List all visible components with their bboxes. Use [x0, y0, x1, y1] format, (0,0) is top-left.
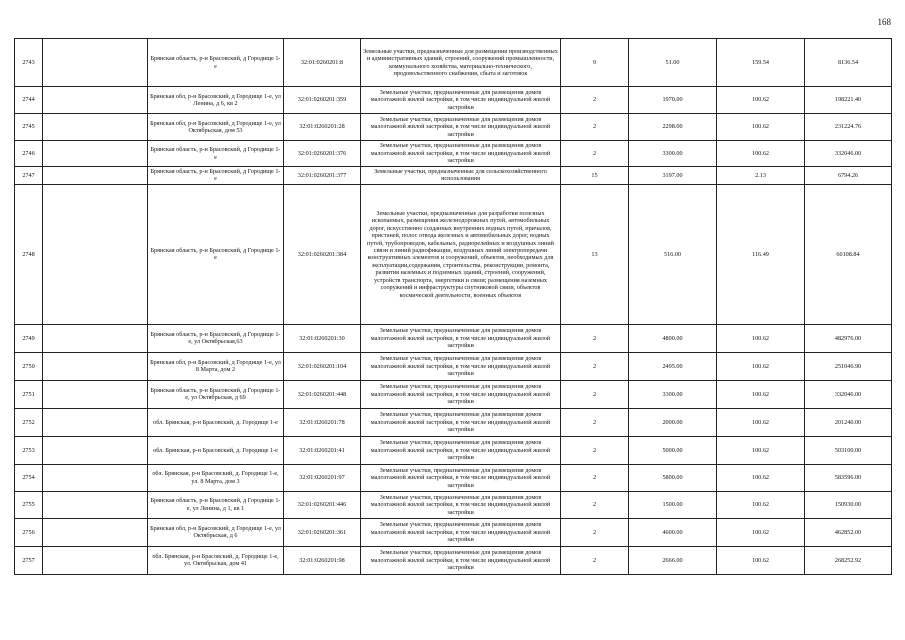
- spacer-cell: [43, 546, 148, 574]
- spacer-cell: [43, 184, 148, 324]
- group-cell: 2: [561, 141, 629, 167]
- address-cell: Брянская обл, р-н Брасовский, д Городище 1-е, ул Ленина, д 6, кв 2: [148, 87, 284, 114]
- cadastral-number-cell: 32:01:0260201:104: [284, 352, 361, 380]
- row-number: 2749: [15, 324, 43, 352]
- row-number: 2753: [15, 436, 43, 464]
- area-cell: 2666.00: [629, 546, 717, 574]
- table-row: [15, 141, 892, 167]
- land-purpose-cell: Земельные участки, предназначенные для размещения домов малоэтажной жилой застройки, в том числе индивидуальной жилой застройки: [361, 114, 561, 141]
- cadastral-number-cell: 32:01:0260201:8: [284, 39, 361, 87]
- row-number: 2754: [15, 464, 43, 491]
- cadastral-value-cell: 583596.00: [805, 464, 892, 491]
- group-cell: 15: [561, 167, 629, 185]
- cadastral-value-cell: 231224.76: [805, 114, 892, 141]
- spacer-cell: [43, 408, 148, 436]
- cadastral-number-cell: 32:01:0260201:30: [284, 324, 361, 352]
- area-cell: 5000.00: [629, 436, 717, 464]
- land-purpose-cell: Земельные участки, предназначенные для размещения домов малоэтажной жилой застройки, в том числе индивидуальной жилой застройки: [361, 380, 561, 408]
- spacer-cell: [43, 324, 148, 352]
- area-cell: 2000.00: [629, 408, 717, 436]
- cadastral-number-cell: 32:01:0260201:28: [284, 114, 361, 141]
- land-purpose-cell: Земельные участки, предназначенные для размещения домов малоэтажной жилой застройки, в том числе индивидуальной жилой застройки: [361, 491, 561, 518]
- land-purpose-cell: Земельные участки, предназначенные для размещения домов малоэтажной жилой застройки, в том числе индивидуальной жилой застройки: [361, 518, 561, 546]
- land-purpose-cell: Земельные участки, предназначенные для размещения домов малоэтажной жилой застройки, в том числе индивидуальной жилой застройки: [361, 408, 561, 436]
- group-cell: 2: [561, 491, 629, 518]
- group-cell: 2: [561, 114, 629, 141]
- cadastral-number-cell: 32:01:0260201:448: [284, 380, 361, 408]
- cadastral-number-cell: 32:01:0260201:98: [284, 546, 361, 574]
- land-purpose-cell: Земельные участки, предназначенные для размещения производственных и административных зданий, строений, сооружений промышленности, коммунального хозяйства, материально-технического, продовольственного снабжения, сбыта и заготовок: [361, 39, 561, 87]
- group-cell: 2: [561, 436, 629, 464]
- cadastral-value-cell: 251046.90: [805, 352, 892, 380]
- rate-cell: 100.62: [717, 518, 805, 546]
- table-row: [15, 491, 892, 518]
- group-cell: 13: [561, 184, 629, 324]
- land-purpose-cell: Земельные участки, предназначенные для сельскохозяйственного использования: [361, 167, 561, 185]
- rate-cell: 116.49: [717, 184, 805, 324]
- cadastral-number-cell: 32:01:0260201:446: [284, 491, 361, 518]
- address-cell: Брянская обл, р-н Брасовский, д Городище 1-е, ул 8 Марта, дом 2: [148, 352, 284, 380]
- address-cell: Брянская область, р-н Брасовский, д Городище 1-е: [148, 167, 284, 185]
- table-row: [15, 114, 892, 141]
- table-body: [15, 39, 892, 575]
- row-number: 2745: [15, 114, 43, 141]
- row-number: 2746: [15, 141, 43, 167]
- address-cell: Брянская область, р-н Брасовский, д Городище 1-е: [148, 184, 284, 324]
- group-cell: 2: [561, 464, 629, 491]
- rate-cell: 100.62: [717, 352, 805, 380]
- row-number: 2744: [15, 87, 43, 114]
- cadastral-number-cell: 32:01:0260201:376: [284, 141, 361, 167]
- group-cell: 2: [561, 87, 629, 114]
- address-cell: обл. Брянская, р-н Брасовский, д. Городище 1-е, ул. 8 Марта, дом 3: [148, 464, 284, 491]
- address-cell: Брянская область, р-н Брасовский, д Городище 1-е, ул Октябрьская,63: [148, 324, 284, 352]
- row-number: 2751: [15, 380, 43, 408]
- address-cell: обл. Брянская, р-н Брасовский, д. Городище 1-е: [148, 436, 284, 464]
- rate-cell: 100.62: [717, 141, 805, 167]
- address-cell: Брянская область, р-н Брасовский, д Городище 1-е: [148, 39, 284, 87]
- rate-cell: 100.62: [717, 464, 805, 491]
- area-cell: 1500.00: [629, 491, 717, 518]
- table-row: [15, 408, 892, 436]
- land-purpose-cell: Земельные участки, предназначенные для размещения домов малоэтажной жилой застройки, в том числе индивидуальной жилой застройки: [361, 546, 561, 574]
- table-row: [15, 324, 892, 352]
- address-cell: Брянская область, р-н Брасовский, д Городище 1-е: [148, 141, 284, 167]
- rate-cell: 100.62: [717, 491, 805, 518]
- cadastral-value-cell: 6794.26: [805, 167, 892, 185]
- spacer-cell: [43, 436, 148, 464]
- cadastral-value-cell: 332046.00: [805, 141, 892, 167]
- rate-cell: 159.54: [717, 39, 805, 87]
- cadastral-number-cell: 32:01:0260201:361: [284, 518, 361, 546]
- row-number: 2747: [15, 167, 43, 185]
- land-purpose-cell: Земельные участки, предназначенные для размещения домов малоэтажной жилой застройки, в том числе индивидуальной жилой застройки: [361, 141, 561, 167]
- spacer-cell: [43, 518, 148, 546]
- group-cell: 2: [561, 518, 629, 546]
- group-cell: 2: [561, 324, 629, 352]
- area-cell: 2495.00: [629, 352, 717, 380]
- spacer-cell: [43, 39, 148, 87]
- table-row: [15, 87, 892, 114]
- cadastral-value-cell: 150930.00: [805, 491, 892, 518]
- land-purpose-cell: Земельные участки, предназначенные для размещения домов малоэтажной жилой застройки, в том числе индивидуальной жилой застройки: [361, 87, 561, 114]
- cadastral-number-cell: 32:01:0260201:97: [284, 464, 361, 491]
- area-cell: 51.00: [629, 39, 717, 87]
- area-cell: 1970.00: [629, 87, 717, 114]
- cadastral-number-cell: 32:01:0260201:78: [284, 408, 361, 436]
- area-cell: 4800.00: [629, 324, 717, 352]
- cadastral-number-cell: 32:01:0260201:41: [284, 436, 361, 464]
- land-purpose-cell: Земельные участки, предназначенные для размещения домов малоэтажной жилой застройки, в том числе индивидуальной жилой застройки: [361, 464, 561, 491]
- area-cell: 3300.00: [629, 141, 717, 167]
- address-cell: обл. Брянская, р-н Брасовский, д. Городище 1-е: [148, 408, 284, 436]
- table-row: [15, 464, 892, 491]
- cadastral-number-cell: 32:01:0260201:384: [284, 184, 361, 324]
- row-number: 2756: [15, 518, 43, 546]
- spacer-cell: [43, 87, 148, 114]
- row-number: 2757: [15, 546, 43, 574]
- spacer-cell: [43, 114, 148, 141]
- cadastral-value-cell: 503100.00: [805, 436, 892, 464]
- cadastral-value-cell: 332046.00: [805, 380, 892, 408]
- spacer-cell: [43, 167, 148, 185]
- table-row: [15, 380, 892, 408]
- table-row: [15, 167, 892, 185]
- area-cell: 2298.00: [629, 114, 717, 141]
- cadastral-value-cell: 8136.54: [805, 39, 892, 87]
- land-registry-table: [14, 38, 892, 575]
- rate-cell: 100.62: [717, 324, 805, 352]
- group-cell: 2: [561, 380, 629, 408]
- cadastral-value-cell: 482976.00: [805, 324, 892, 352]
- spacer-cell: [43, 141, 148, 167]
- spacer-cell: [43, 491, 148, 518]
- table-row: [15, 39, 892, 87]
- area-cell: 5800.00: [629, 464, 717, 491]
- spacer-cell: [43, 380, 148, 408]
- table-row: [15, 436, 892, 464]
- rate-cell: 2.13: [717, 167, 805, 185]
- cadastral-value-cell: 60108.84: [805, 184, 892, 324]
- rate-cell: 100.62: [717, 114, 805, 141]
- land-purpose-cell: Земельные участки, предназначенные для размещения домов малоэтажной жилой застройки, в том числе индивидуальной жилой застройки: [361, 352, 561, 380]
- address-cell: Брянская обл, р-н Брасовский, д Городище 1-е, ул Октябрьская, д 6: [148, 518, 284, 546]
- row-number: 2743: [15, 39, 43, 87]
- land-purpose-cell: Земельные участки, предназначенные для размещения домов малоэтажной жилой застройки, в том числе индивидуальной жилой застройки: [361, 324, 561, 352]
- spacer-cell: [43, 464, 148, 491]
- table-row: [15, 352, 892, 380]
- cadastral-value-cell: 198221.40: [805, 87, 892, 114]
- spacer-cell: [43, 352, 148, 380]
- rate-cell: 100.62: [717, 436, 805, 464]
- table-row: [15, 546, 892, 574]
- cadastral-value-cell: 201240.00: [805, 408, 892, 436]
- land-purpose-cell: Земельные участки, предназначенные для размещения домов малоэтажной жилой застройки, в том числе индивидуальной жилой застройки: [361, 436, 561, 464]
- address-cell: Брянская область, р-н Брасовский, д Городище 1-е, ул Октябрьская, д 69: [148, 380, 284, 408]
- row-number: 2752: [15, 408, 43, 436]
- rate-cell: 100.62: [717, 546, 805, 574]
- group-cell: 9: [561, 39, 629, 87]
- row-number: 2750: [15, 352, 43, 380]
- row-number: 2748: [15, 184, 43, 324]
- rate-cell: 100.62: [717, 380, 805, 408]
- area-cell: 3300.00: [629, 380, 717, 408]
- cadastral-value-cell: 462852.00: [805, 518, 892, 546]
- address-cell: обл. Брянская, р-н Брасовский, д. Городище 1-е, ул. Октябрьская, дом 41: [148, 546, 284, 574]
- address-cell: Брянская область, р-н Брасовский, д Городище 1-е, ул Ленина, д 1, кв 1: [148, 491, 284, 518]
- row-number: 2755: [15, 491, 43, 518]
- rate-cell: 100.62: [717, 87, 805, 114]
- table-row: [15, 184, 892, 324]
- land-purpose-cell: Земельные участки, предназначенные для разработки полезных ископаемых, размещения железнодорожных путей, автомобильных дорог, искусственно созданных внутренних водных путей, причалов, пристаней, полос отвода железных и автомобильных дорог, водных путей, трубопроводов, кабельных, радиорелейных и воздушных линий связи и линий радиофикации, воздушных линий электропередачи конструктивных элементов и сооружений, объектов, необходимых для эксплуатации,содержания, строительства, реконструкции, ремонта, развития наземных и подземных зданий, строений, сооружений, устройств транспорта, энергетики и связи; размещения наземных сооружений и инфраструктуры спутниковой связи, объектов космической деятельности, военных объектов: [361, 184, 561, 324]
- cadastral-number-cell: 32:01:0260201:377: [284, 167, 361, 185]
- area-cell: 3197.00: [629, 167, 717, 185]
- group-cell: 2: [561, 352, 629, 380]
- cadastral-number-cell: 32:01:0260201:359: [284, 87, 361, 114]
- area-cell: 4600.00: [629, 518, 717, 546]
- cadastral-value-cell: 268252.92: [805, 546, 892, 574]
- rate-cell: 100.62: [717, 408, 805, 436]
- table-row: [15, 518, 892, 546]
- group-cell: 2: [561, 546, 629, 574]
- address-cell: Брянская обл, р-н Брасовский, д Городище 1-е, ул Октябрьская, дом 53: [148, 114, 284, 141]
- page-number: 168: [877, 17, 891, 27]
- area-cell: 516.00: [629, 184, 717, 324]
- group-cell: 2: [561, 408, 629, 436]
